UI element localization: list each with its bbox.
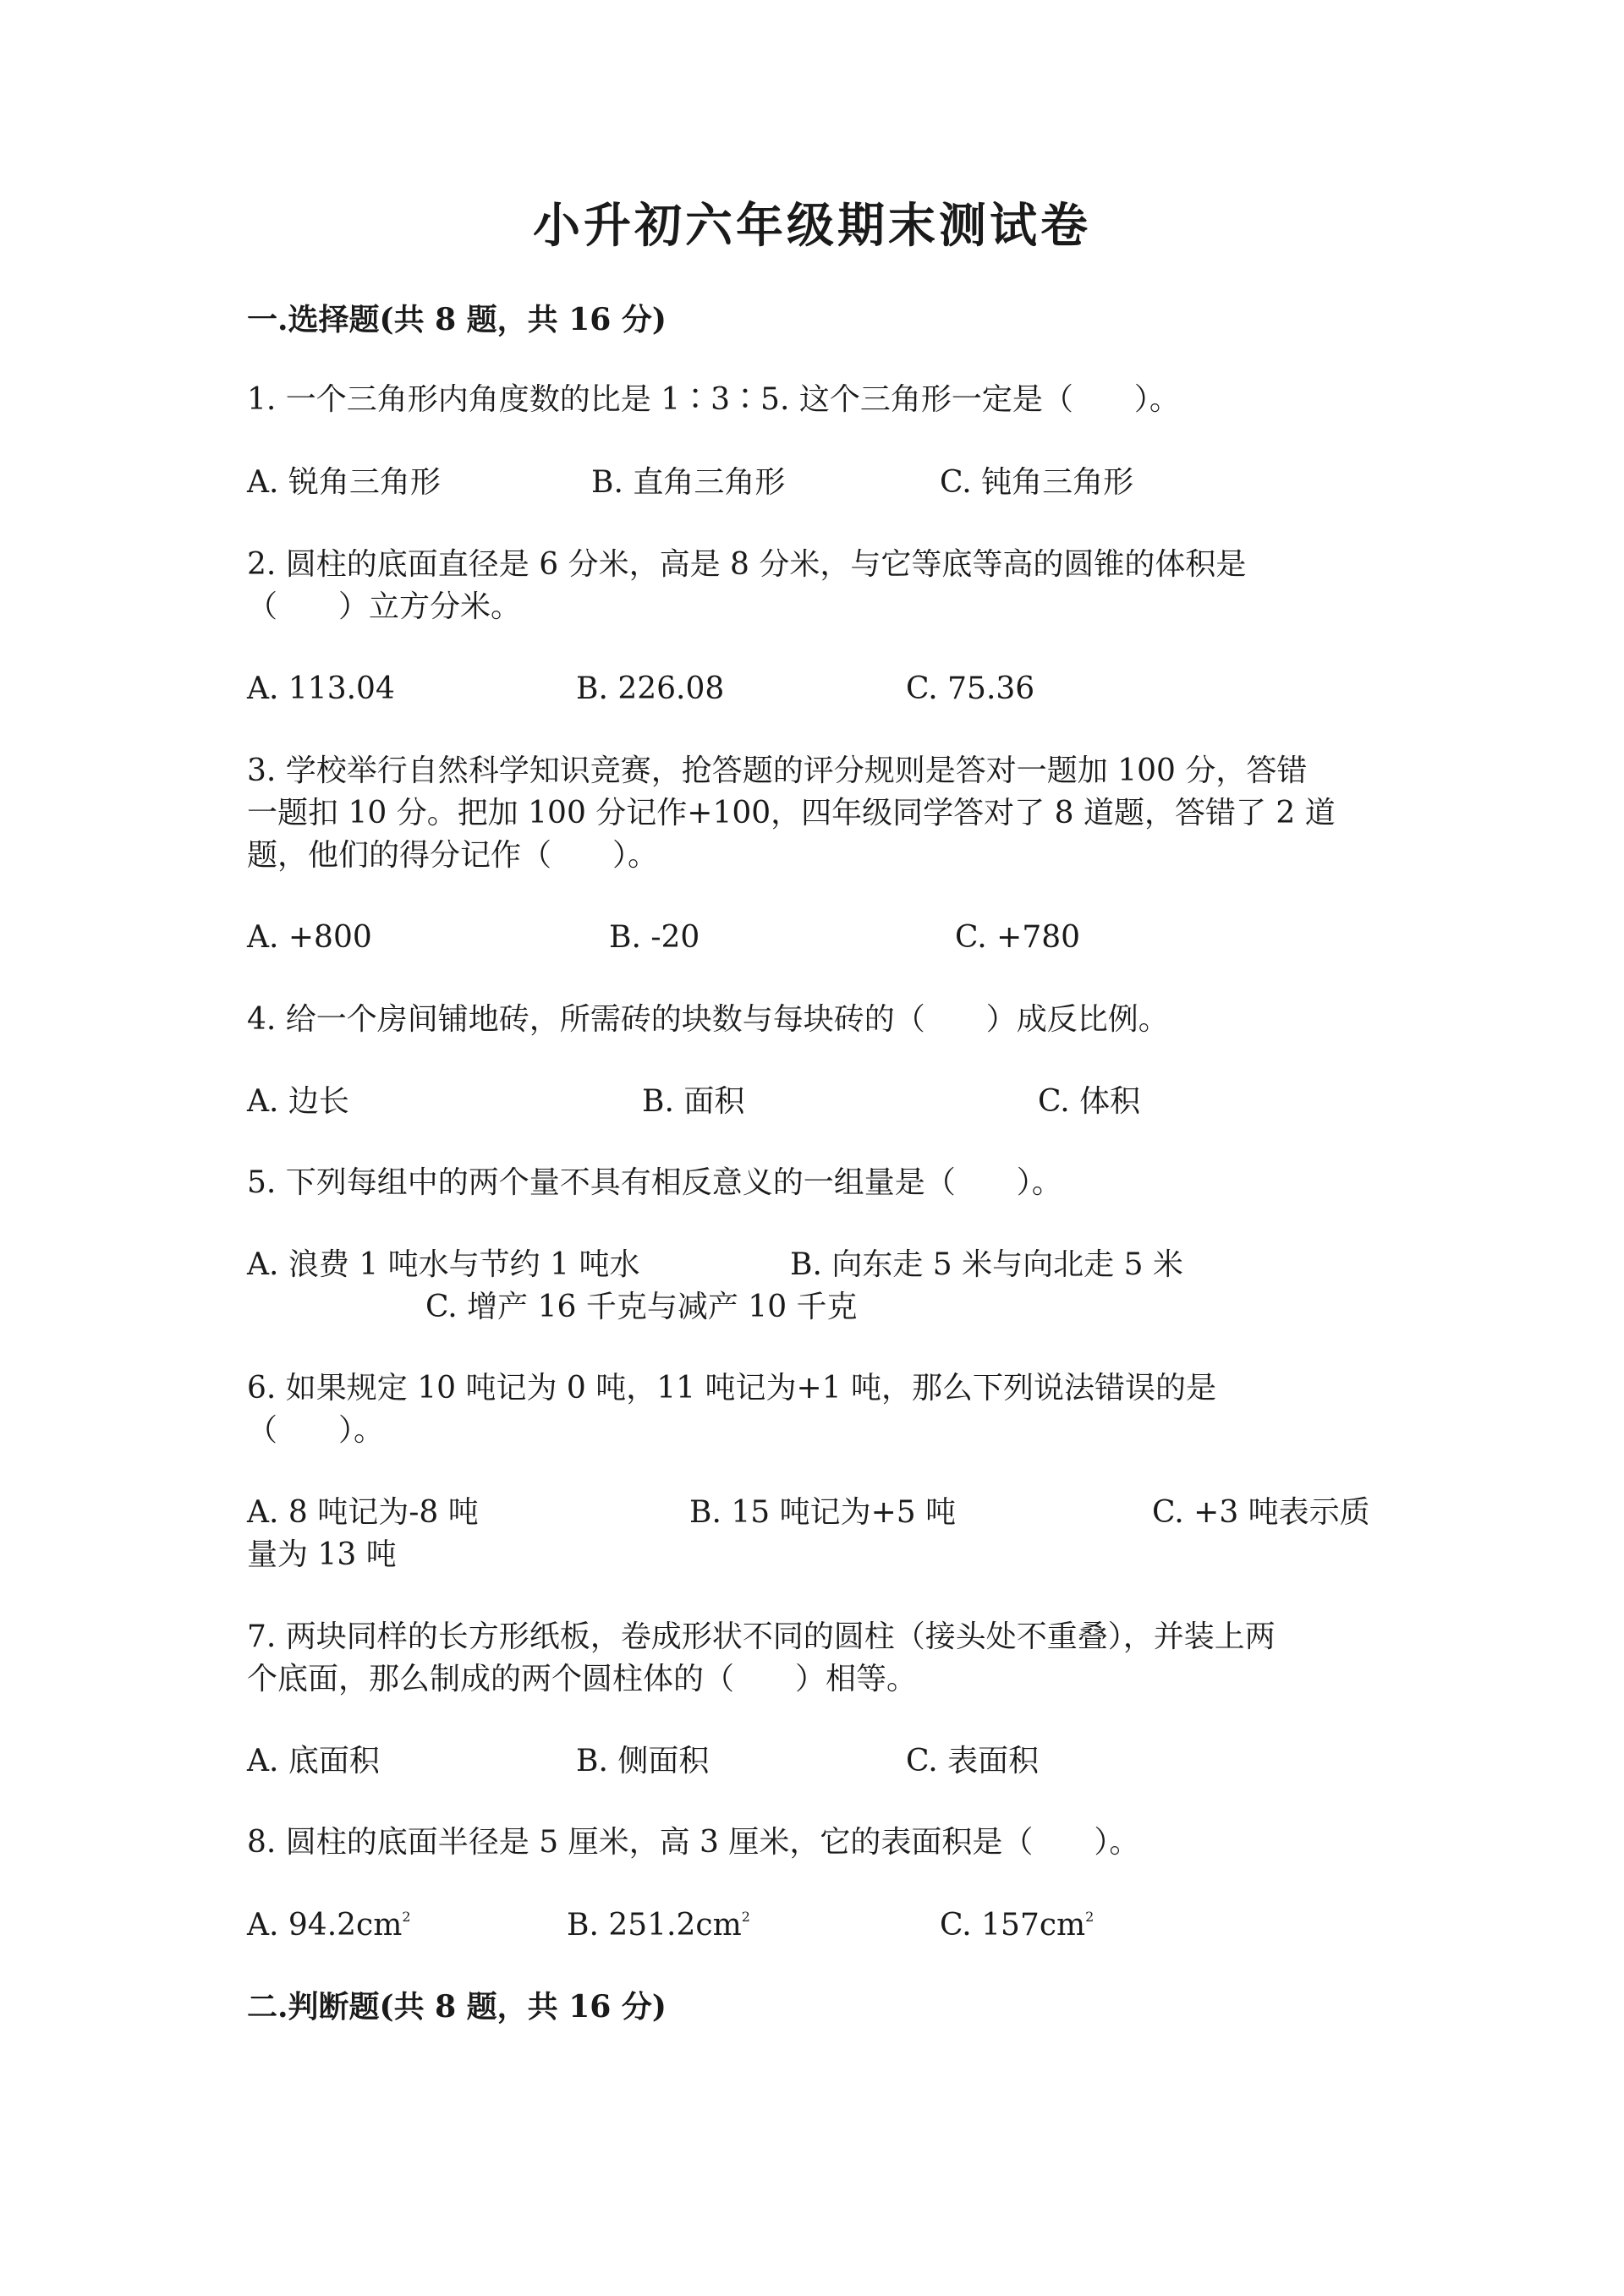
question-3-text: 3. 学校举行自然科学知识竞赛，抢答题的评分规则是答对一题加 100 分，答错 (247, 753, 1308, 788)
question-6-option-b: B. 15 吨记为+5 吨 (689, 1495, 957, 1530)
question-3-option-c: C. +780 (955, 920, 1081, 955)
question-7-text: 7. 两块同样的长方形纸板，卷成形状不同的圆柱（接头处不重叠），并装上两 (247, 1619, 1276, 1654)
question-2-option-c: C. 75.36 (906, 671, 1035, 706)
question-2-text: 2. 圆柱的底面直径是 6 分米，高是 8 分米，与它等底等高的圆锥的体积是 (247, 547, 1247, 582)
section-heading-judgement: 二.判断题(共 8 题，共 16 分) (247, 1989, 667, 2025)
question-8-option-a-label: A. 94.2cm (247, 1908, 403, 1943)
superscript-square: 2 (1085, 1909, 1095, 1925)
question-8-text: 8. 圆柱的底面半径是 5 厘米，高 3 厘米，它的表面积是（ ）。 (247, 1825, 1140, 1860)
superscript-square: 2 (402, 1909, 411, 1925)
question-7-option-b: B. 侧面积 (576, 1744, 710, 1778)
question-2-option-a: A. 113.04 (247, 671, 395, 706)
question-8-option-a (247, 1904, 411, 1947)
question-6-text: 6. 如果规定 10 吨记为 0 吨，11 吨记为+1 吨，那么下列说法错误的是 (247, 1371, 1217, 1406)
question-8-option-b-label: B. 251.2cm (567, 1908, 742, 1943)
question-1-option-c: C. 钝角三角形 (940, 465, 1134, 500)
question-6-text-line2: （ ）。 (247, 1413, 385, 1448)
question-6-option-a: A. 8 吨记为-8 吨 (247, 1495, 479, 1530)
question-5-option-b: B. 向东走 5 米与向北走 5 米 (790, 1247, 1183, 1282)
question-3-option-b: B. -20 (609, 920, 700, 955)
question-2-text-line2: （ ）立方分米。 (247, 589, 522, 624)
question-1-option-a: A. 锐角三角形 (247, 465, 441, 500)
question-3-option-a: A. +800 (247, 920, 372, 955)
question-5-option-c: C. 增产 16 千克与减产 10 千克 (425, 1290, 858, 1324)
question-5-text: 5. 下列每组中的两个量不具有相反意义的一组量是（ ）。 (247, 1165, 1062, 1200)
question-3-text-line3: 题，他们的得分记作（ ）。 (247, 838, 659, 873)
question-4-text: 4. 给一个房间铺地砖，所需砖的块数与每块砖的（ ）成反比例。 (247, 1002, 1169, 1037)
question-7-option-a: A. 底面积 (247, 1744, 380, 1778)
question-8-option-c (940, 1904, 1094, 1947)
question-5-option-a: A. 浪费 1 吨水与节约 1 吨水 (247, 1247, 640, 1282)
question-6-option-c: C. +3 吨表示质 (1152, 1495, 1370, 1530)
question-7-option-c: C. 表面积 (906, 1744, 1040, 1778)
page-title: 小升初六年级期末测试卷 (533, 198, 1091, 254)
question-1-text: 1. 一个三角形内角度数的比是 1∶3∶5. 这个三角形一定是（ ）。 (247, 382, 1180, 417)
question-6-option-c-continued: 量为 13 吨 (247, 1537, 397, 1572)
question-1-option-b: B. 直角三角形 (591, 465, 786, 500)
question-8-option-c-label: C. 157cm (940, 1908, 1086, 1943)
question-7-text-line2: 个底面，那么制成的两个圆柱体的（ ）相等。 (247, 1662, 918, 1696)
question-4-option-a: A. 边长 (247, 1084, 349, 1119)
superscript-square: 2 (741, 1909, 750, 1925)
question-2-option-b: B. 226.08 (576, 671, 725, 706)
question-3-text-line2: 一题扣 10 分。把加 100 分记作+100，四年级同学答对了 8 道题，答错了 2 道 (247, 796, 1336, 830)
question-4-option-b: B. 面积 (642, 1084, 745, 1119)
section-heading-choice: 一.选择题(共 8 题，共 16 分) (247, 302, 667, 337)
question-8-option-b (567, 1904, 750, 1947)
question-4-option-c: C. 体积 (1038, 1084, 1141, 1119)
